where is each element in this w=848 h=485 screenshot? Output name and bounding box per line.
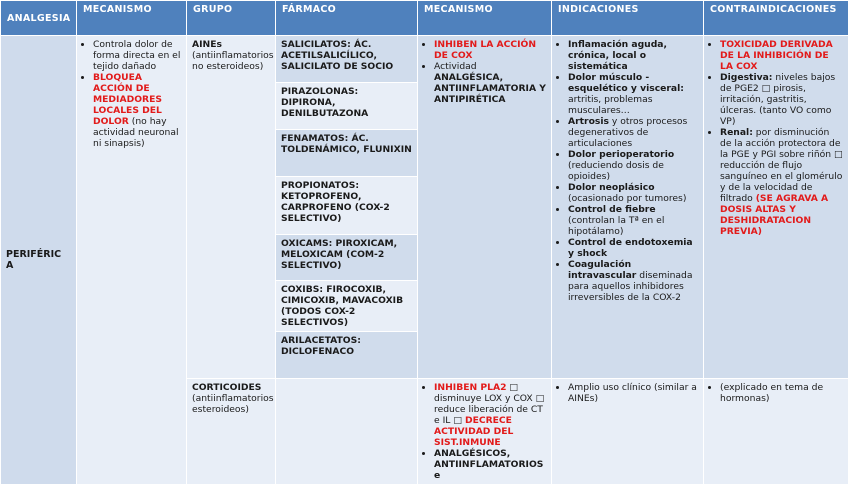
cell-mecanismo-aines	[418, 36, 552, 379]
drug-cell: ARILACETATOS: DICLOFENACO	[276, 332, 418, 379]
drug-cell: PIRAZOLONAS: DIPIRONA, DENILBUTAZONA	[276, 83, 418, 130]
header-contraindicaciones: CONTRAINDICACIONES	[704, 1, 848, 36]
list-item: • TOXICIDAD DERIVADA DE LA INHIBICIÓN DE LA COX	[720, 39, 843, 72]
cell-mecanismo-corticoides	[418, 379, 552, 485]
header-farmaco: FÁRMACO	[276, 1, 418, 36]
drug-cell: PROPIONATOS: KETOPROFENO, CARPROFENO (COX-2 SELECTIVO)	[276, 177, 418, 235]
table-row-aines-1	[1, 36, 848, 83]
row-label-text: PERIFÉRIC A	[6, 249, 61, 271]
drug-cell: OXICAMS: PIROXICAM, MELOXICAM (COM-2 SELECTIVO)	[276, 235, 418, 281]
list-item: • (explicado en tema de hormonas)	[720, 382, 843, 404]
list-item: • BLOQUEA ACCIÓN DE MEDIADORES LOCALES DEL DOLOR (no hay actividad neuronal ni sinapsis)	[93, 72, 181, 149]
cell-contraindicaciones-corticoides	[704, 379, 848, 485]
list-item: • Digestiva: niveles bajos de PGE2 □ pirosis, irritación, gastritis, úlceras. (tanto VO como VP)	[720, 72, 843, 127]
cell-contraindicaciones-aines	[704, 36, 848, 379]
list-item: • INHIBEN LA ACCIÓN DE COX	[434, 39, 546, 61]
list-item: • Control de fiebre (controlan la Tª en el hipotálamo)	[568, 204, 698, 237]
list-item: • Dolor músculo - esquelético y visceral: artritis, problemas musculares…	[568, 72, 698, 116]
cell-group-corticoides	[187, 379, 276, 485]
list-item: • Control de endotoxemia y shock	[568, 237, 698, 259]
list-item: • Dolor neoplásico (ocasionado por tumores)	[568, 182, 698, 204]
group-corticoides-name: CORTICOIDES	[192, 382, 261, 393]
group-corticoides-sub: (antiinflamatorios esteroideos)	[192, 393, 274, 415]
header-indicaciones: INDICACIONES	[552, 1, 704, 36]
list-item: • Amplio uso clínico (similar a AINEs)	[568, 382, 698, 404]
header-mecanismo: MECANISMO	[77, 1, 187, 36]
drug-cell: SALICILATOS: ÁC. ACETILSALICÍLICO, SALICILATO DE SOCIO	[276, 36, 418, 83]
group-aines-sub: (antiinflamatorios no esteroideos)	[192, 50, 274, 72]
cell-group-aines	[187, 36, 276, 379]
list-item: • Inflamación aguda, crónica, local o sistemática	[568, 39, 698, 72]
cell-mecanismo-general	[77, 36, 187, 485]
list-item: • Actividad ANALGÉSICA, ANTIINFLAMATORIA Y ANTIPIRÉTICA	[434, 61, 546, 105]
header-grupo: GRUPO	[187, 1, 276, 36]
drug-cell: COXIBS: FIROCOXIB, CIMICOXIB, MAVACOXIB (TODOS COX-2 SELECTIVOS)	[276, 281, 418, 332]
drug-cell: FENAMATOS: ÁC. TOLDENÁMICO, FLUNIXIN	[276, 130, 418, 177]
header-analgesia: ANALGESIA	[1, 1, 77, 36]
list-item: • Renal: por disminución de la acción protectora de la PGE y PGI sobre riñón □ reducción de flujo sanguíneo en el glomérulo y de la velocidad de filtrado (SE AGRAVA A DOSIS ALTAS Y DESHIDRATACION PREVIA)	[720, 127, 843, 237]
cell-indicaciones-corticoides	[552, 379, 704, 485]
list-item: • Coagulación intravascular diseminada para aquellos inhibidores irreversibles de la COX-2	[568, 259, 698, 303]
cell-indicaciones-aines	[552, 36, 704, 379]
header-mecanismo-2: MECANISMO	[418, 1, 552, 36]
drug-cell-corticoides	[276, 379, 418, 485]
list-item: • INHIBEN PLA2 □ disminuye LOX y COX □ reduce liberación de CT e IL □ DECRECE ACTIVIDAD DEL SIST.INMUNE	[434, 382, 546, 448]
header-row	[1, 1, 848, 36]
list-item: • ANALGÉSICOS, ANTIINFLAMATORIOS e	[434, 448, 546, 481]
list-item: • Artrosis y otros procesos degenerativos de articulaciones	[568, 116, 698, 149]
row-label-periferica	[1, 36, 77, 485]
group-aines-name: AINEs	[192, 39, 222, 50]
list-item: • Dolor perioperatorio (reduciendo dosis de opioides)	[568, 149, 698, 182]
list-item: • Controla dolor de forma directa en el tejido dañado	[93, 39, 181, 72]
